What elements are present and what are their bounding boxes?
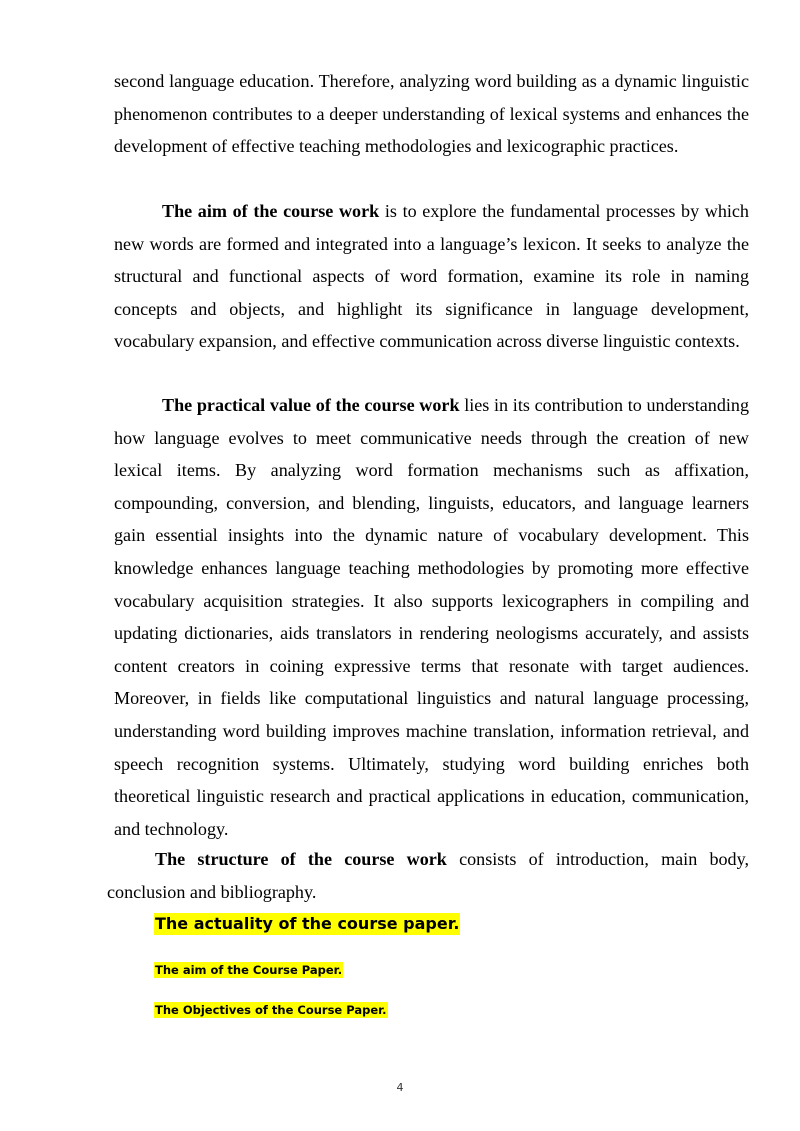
- paragraph-aim: [114, 195, 749, 358]
- paragraph-heading-bold: The aim of the course work: [162, 201, 380, 221]
- paragraph-intro-continuation: [114, 65, 749, 163]
- highlighted-heading-actuality: The actuality of the course paper.: [155, 914, 460, 933]
- page-number: 4: [396, 1081, 404, 1094]
- paragraph-text: consists of introduction, main body, conclusion and bibliography.: [107, 849, 749, 902]
- paragraph-text: lies in its contribution to understanding how language evolves to meet communicative needs through the creation of new lexical items. By analyzing word formation mechanisms such as affixation, compounding, conversion, and blending, linguists, educators, and language learners gain essential insights into the dynamic nature of vocabulary development. This knowledge enhances language teaching methodologies by promoting more effective vocabulary acquisition strategies. It also supports lexicographers in compiling and updating dictionaries, aids translators in rendering neologisms accurately, and assists content creators in coining expressive terms that resonate with target audiences. Moreover, in fields like computational linguistics and natural language processing, understanding word building improves machine translation, information retrieval, and speech recognition systems. Ultimately, studying word building enriches both theoretical linguistic research and practical applications in education, communication, and technology.: [114, 395, 749, 839]
- paragraph-practical-value: [114, 389, 749, 845]
- highlighted-heading-aim: The aim of the Course Paper.: [155, 963, 343, 977]
- paragraph-heading-bold: The structure of the course work: [155, 849, 447, 869]
- paragraph-text: is to explore the fundamental processes by which new words are formed and integrated into a language’s lexicon. It seeks to analyze the structural and functional aspects of word formation, examine its role in naming concepts and objects, and highlight its significance in language development, vocabulary expansion, and effective communication across diverse linguistic contexts.: [114, 201, 749, 352]
- highlighted-heading-objectives: The Objectives of the Course Paper.: [155, 1003, 387, 1017]
- paragraph-structure: [107, 843, 749, 908]
- paragraph-text: second language education. Therefore, analyzing word building as a dynamic linguistic phenomenon contributes to a deeper understanding of lexical systems and enhances the development of effective teaching methodologies and lexicographic practices.: [114, 71, 749, 157]
- paragraph-heading-bold: The practical value of the course work: [162, 395, 460, 415]
